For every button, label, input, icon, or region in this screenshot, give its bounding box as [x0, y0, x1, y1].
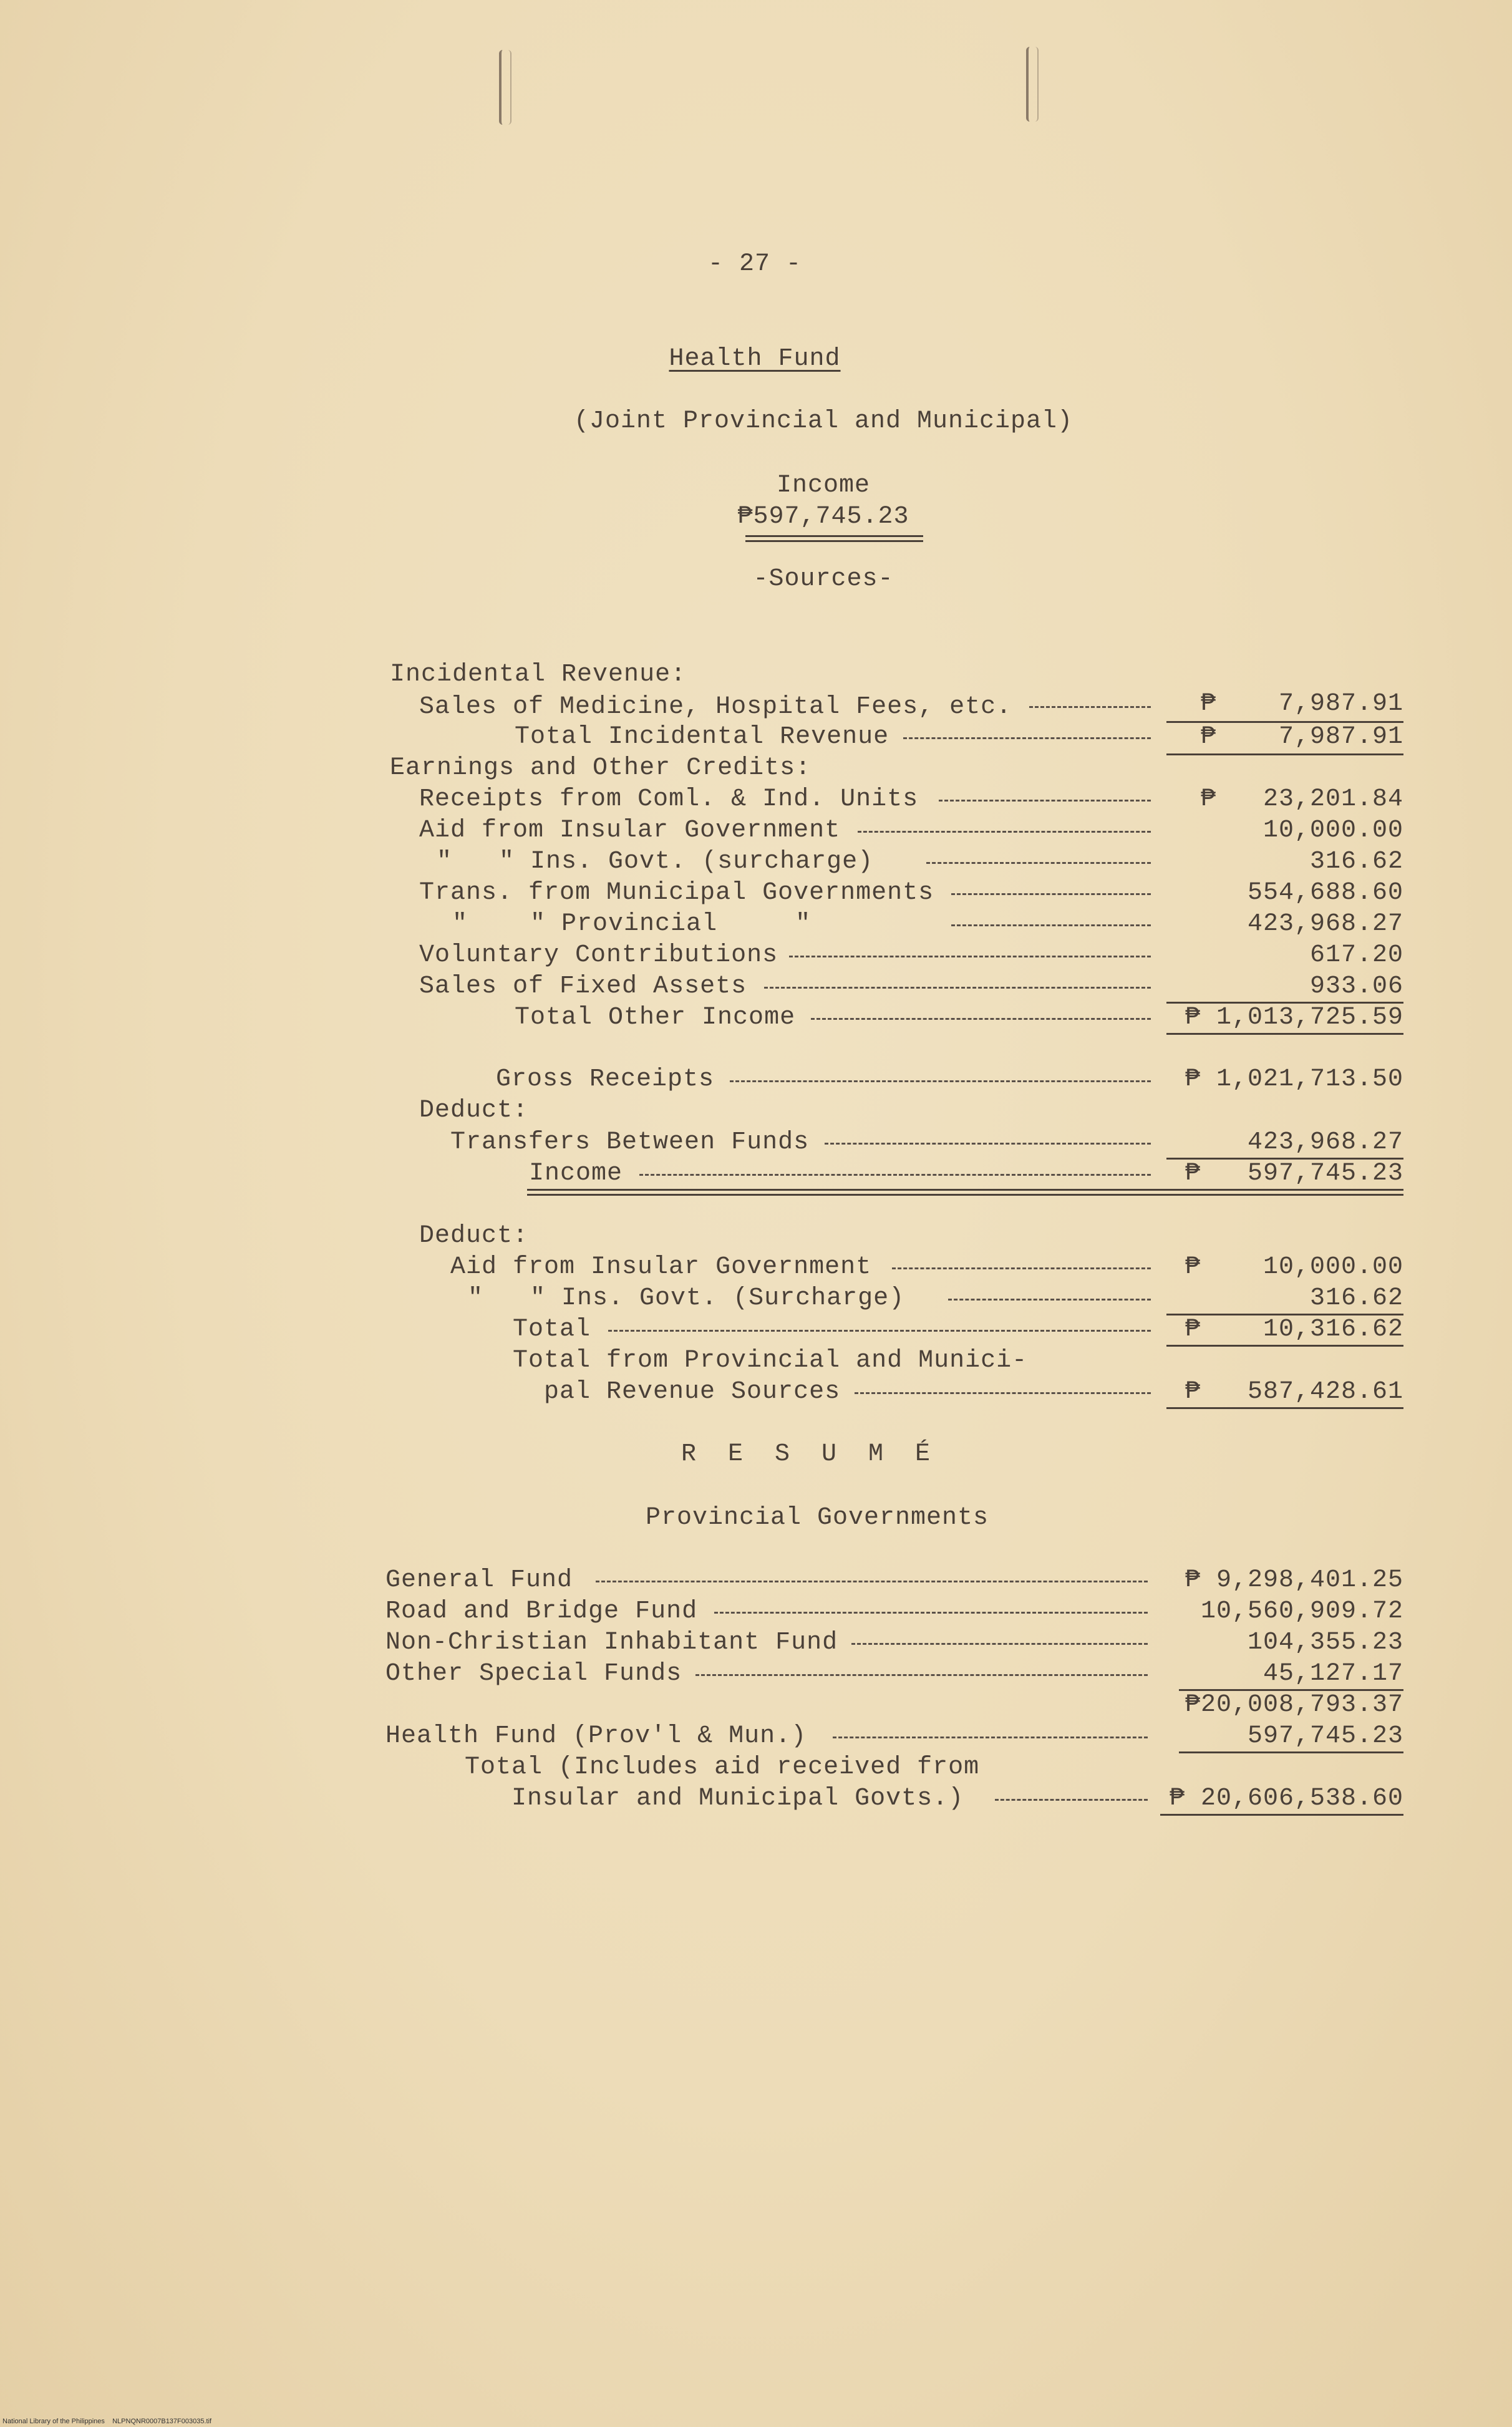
sales-medicine-value: ₱ 7,987.91: [1200, 690, 1403, 718]
earnings-heading: Earnings and Other Credits:: [390, 754, 812, 782]
sales-medicine-label: Sales of Medicine, Hospital Fees, etc.: [419, 693, 1012, 721]
total-other-income-label: Total Other Income: [515, 1004, 796, 1032]
total-incidental-value: ₱ 7,987.91: [1200, 723, 1403, 751]
leader-line: [695, 1674, 1148, 1676]
earnings-item-label: " " Ins. Govt. (surcharge): [437, 848, 874, 876]
earnings-item-value: ₱ 23,201.84: [1200, 785, 1403, 813]
ins-govt-value: 316.62: [1309, 1284, 1403, 1312]
earnings-item-label: " " Provincial ": [452, 910, 812, 938]
resume-item-label: Other Special Funds: [385, 1660, 682, 1688]
income-amount: ₱597,745.23: [737, 503, 909, 531]
resume-subheading: Provincial Governments: [645, 1504, 989, 1532]
leader-line: [789, 956, 1151, 957]
earnings-item-label: Sales of Fixed Assets: [419, 972, 747, 1000]
leader-line: [995, 1799, 1148, 1801]
leader-line: [855, 1392, 1151, 1394]
leader-line: [639, 1174, 1151, 1176]
leader-line: [939, 800, 1151, 802]
ins-govt-label: " " Ins. Govt. (Surcharge): [468, 1284, 905, 1312]
earnings-item-label: Trans. from Municipal Governments: [419, 879, 934, 907]
deduct-total-label: Total: [513, 1315, 591, 1344]
net-income-label: Income: [529, 1160, 623, 1188]
sources-label: -Sources-: [753, 565, 894, 593]
leader-line: [833, 1737, 1148, 1738]
leader-line: [892, 1267, 1151, 1269]
resume-item-label: General Fund: [385, 1566, 573, 1594]
rule: [527, 1194, 1403, 1196]
rule: [1160, 1814, 1403, 1816]
net-sources-label-1: Total from Provincial and Munici-: [513, 1347, 1028, 1375]
incidental-heading: Incidental Revenue:: [390, 661, 687, 689]
resume-subtotal: ₱20,008,793.37: [1185, 1691, 1403, 1719]
leader-line: [764, 987, 1151, 989]
aid-insular-label: Aid from Insular Government: [450, 1253, 872, 1281]
scan-footer: National Library of the Philippines NLPNQNR0007B137F003035.tif: [2, 2418, 212, 2425]
income-underline-1: [745, 535, 923, 537]
resume-item-value: 10,560,909.72: [1200, 1597, 1403, 1625]
leader-line: [596, 1581, 1148, 1582]
health-fund-label: Health Fund (Prov'l & Mun.): [385, 1722, 807, 1750]
earnings-item-value: 554,688.60: [1247, 879, 1403, 907]
earnings-item-value: 423,968.27: [1247, 910, 1403, 938]
leader-line: [851, 1643, 1148, 1645]
grand-total-value: ₱ 20,606,538.60: [1169, 1785, 1403, 1813]
staple-mark-left: [499, 50, 511, 125]
gross-receipts-label: Gross Receipts: [496, 1065, 715, 1093]
transfers-label: Transfers Between Funds: [450, 1128, 810, 1156]
income-label: Income: [776, 472, 871, 500]
resume-heading: R E S U M É: [681, 1440, 931, 1468]
total-incidental-label: Total Incidental Revenue: [515, 723, 889, 751]
deduct2-heading: Deduct:: [419, 1222, 529, 1250]
page-number: - 27 -: [707, 250, 802, 278]
aid-insular-value: ₱ 10,000.00: [1185, 1253, 1403, 1281]
deduct-total-value: ₱ 10,316.62: [1185, 1315, 1403, 1344]
leader-line: [858, 831, 1151, 833]
transfers-value: 423,968.27: [1247, 1128, 1403, 1156]
rule: [1166, 753, 1403, 755]
leader-line: [903, 737, 1151, 739]
grand-total-label-2: Insular and Municipal Govts.): [511, 1785, 964, 1813]
resume-item-value: 45,127.17: [1262, 1660, 1403, 1688]
net-sources-value: ₱ 587,428.61: [1185, 1378, 1403, 1406]
resume-item-label: Non-Christian Inhabitant Fund: [385, 1629, 838, 1657]
leader-line: [825, 1143, 1151, 1145]
earnings-item-label: Receipts from Coml. & Ind. Units: [419, 785, 919, 813]
rule: [1179, 1751, 1403, 1753]
leader-line: [926, 862, 1151, 864]
page-subtitle: (Joint Provincial and Municipal): [573, 407, 1073, 435]
resume-item-value: 104,355.23: [1247, 1629, 1403, 1657]
leader-line: [948, 1299, 1151, 1301]
leader-line: [730, 1080, 1151, 1082]
grand-total-label-1: Total (Includes aid received from: [465, 1753, 980, 1781]
earnings-item-value: 316.62: [1309, 848, 1403, 876]
earnings-item-label: Voluntary Contributions: [419, 941, 778, 969]
rule: [527, 1189, 1403, 1191]
health-fund-value: 597,745.23: [1247, 1722, 1403, 1750]
resume-item-label: Road and Bridge Fund: [385, 1597, 698, 1625]
total-other-income-value: ₱ 1,013,725.59: [1185, 1004, 1403, 1032]
earnings-item-label: Aid from Insular Government: [419, 816, 841, 845]
rule: [1166, 1407, 1403, 1409]
earnings-item-value: 617.20: [1309, 941, 1403, 969]
leader-line: [714, 1612, 1148, 1614]
net-income-value: ₱ 597,745.23: [1185, 1160, 1403, 1188]
earnings-item-value: 933.06: [1309, 972, 1403, 1000]
leader-line: [608, 1330, 1151, 1332]
income-underline-2: [745, 540, 923, 542]
gross-receipts-value: ₱ 1,021,713.50: [1185, 1065, 1403, 1093]
net-sources-label-2: pal Revenue Sources: [544, 1378, 841, 1406]
deduct-label: Deduct:: [419, 1097, 529, 1125]
staple-mark-right: [1026, 47, 1039, 122]
leader-line: [951, 924, 1151, 926]
rule: [1166, 1033, 1403, 1035]
resume-item-value: ₱ 9,298,401.25: [1185, 1566, 1403, 1594]
rule: [1166, 1345, 1403, 1347]
leader-line: [951, 893, 1151, 895]
earnings-item-value: 10,000.00: [1262, 816, 1403, 845]
leader-line: [811, 1018, 1151, 1020]
leader-line: [1029, 706, 1151, 708]
page-title: Health Fund: [669, 345, 841, 373]
